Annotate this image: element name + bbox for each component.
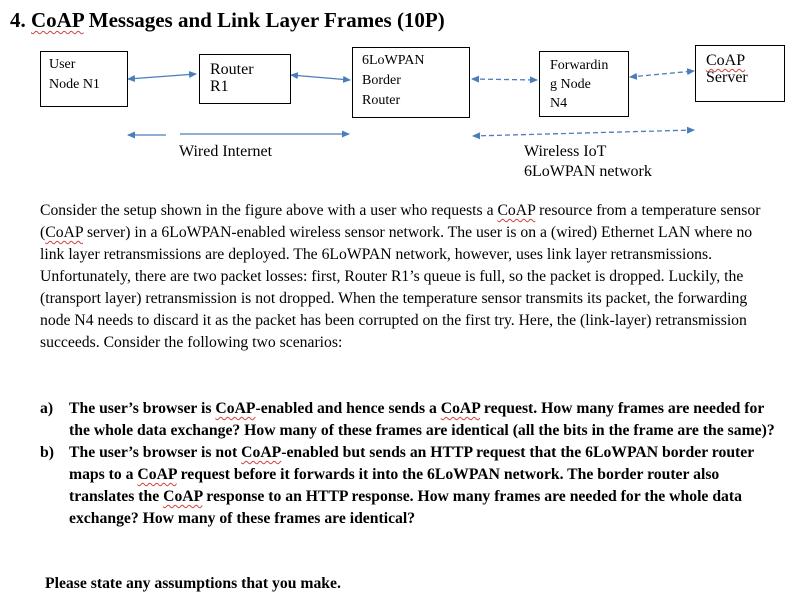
user-node-line1: User (49, 57, 76, 72)
intro-paragraph-1 (40, 200, 780, 266)
scenario-a-part: -enabled and hence sends a (255, 400, 441, 417)
border-router-line2: Border (362, 73, 401, 88)
scenario-b-part: The user’s browser is not (69, 444, 242, 461)
coap-term: CoAP (137, 466, 177, 483)
wireless-label-line2: 6LoWPAN network (524, 163, 652, 180)
coap-server-line1: CoAP (706, 52, 746, 69)
coap-term: CoAP (440, 400, 480, 417)
scenario-b-text (69, 442, 780, 530)
scenario-a (40, 398, 780, 442)
scenario-list (40, 398, 780, 530)
wireless-label (524, 142, 652, 182)
scenario-b (40, 442, 780, 530)
scenario-b-marker: b) (40, 444, 54, 461)
border-router-node (352, 47, 470, 118)
intro-p1-part: server) in a 6LoWPAN-enabled wireless sensor network. The user is on a (wired) Ethernet LAN where no link layer retransmissions are deployed. The 6LoWPAN network, however, uses link layer retransmissions. (40, 224, 753, 263)
scenario-b-part: request before it forwards it into the 6LoWPAN network. The border router also translates the (69, 466, 720, 505)
forwarding-node (539, 51, 629, 117)
title-coap: CoAP (31, 8, 84, 32)
wireless-label-line1: Wireless IoT (524, 143, 607, 160)
border-router-line1: 6LoWPAN (362, 53, 425, 68)
scenario-a-marker: a) (40, 400, 54, 417)
forwarding-line1: Forwardin (550, 58, 609, 73)
intro-p1-part: resource from a temperature sensor ( (40, 202, 761, 241)
coap-term: CoAP (215, 400, 256, 417)
scenario-a-text (69, 398, 780, 442)
scenario-b-part: response to an HTTP response. How many frames are needed for the whole data exchange? How many of these frames are identical? (69, 488, 742, 527)
coap-term: CoAP (45, 224, 84, 241)
link-user-router (128, 74, 196, 79)
closing-instruction: Please state any assumptions that you make. (45, 575, 341, 592)
scenario-b-part: -enabled but sends an HTTP request that the 6LoWPAN border router maps to a (69, 444, 754, 483)
router-node-line1: Router (210, 61, 254, 78)
forwarding-line3: N4 (550, 96, 568, 111)
user-node (40, 51, 128, 107)
intro-text (40, 200, 780, 354)
scenario-a-part: The user’s browser is (69, 400, 216, 417)
wireless-span-arrow (473, 130, 694, 136)
coap-term: CoAP (497, 202, 536, 219)
coap-term: CoAP (241, 444, 282, 461)
coap-server-line2: Server (706, 69, 748, 86)
link-border-forwarding (472, 79, 537, 80)
scenario-a-part: request. How many frames are needed for the whole data exchange? How many of these frames are identical (all the bits in the frame are the same)? (69, 400, 775, 439)
forwarding-line2: g Node (550, 77, 591, 92)
title-text: Messages and Link Layer Frames (10P) (88, 8, 445, 32)
coap-server-node (695, 45, 785, 102)
user-node-line2: Node N1 (49, 77, 100, 92)
wired-internet-label: Wired Internet (179, 143, 273, 160)
border-router-line3: Router (362, 93, 401, 108)
coap-term: CoAP (163, 488, 203, 505)
intro-paragraph-2: Unfortunately, there are two packet losses: first, Router R1’s queue is full, so the packet is dropped. Luckily, the (transport layer) retransmission is not dropped. When the temperature sensor transmits its packet, the forwarding node N4 needs to discard it as the packet has been corrupted on the first try. Here, the (link-layer) retransmission succeeds. Consider the following two scenarios: (40, 268, 748, 351)
router-node (199, 54, 291, 104)
question-number: 4. (10, 8, 26, 32)
link-router-border (291, 75, 350, 80)
intro-p1-part: Consider the setup shown in the figure above with a user who requests a (40, 202, 498, 219)
link-forwarding-server (630, 71, 694, 77)
router-node-line2: R1 (210, 78, 229, 95)
